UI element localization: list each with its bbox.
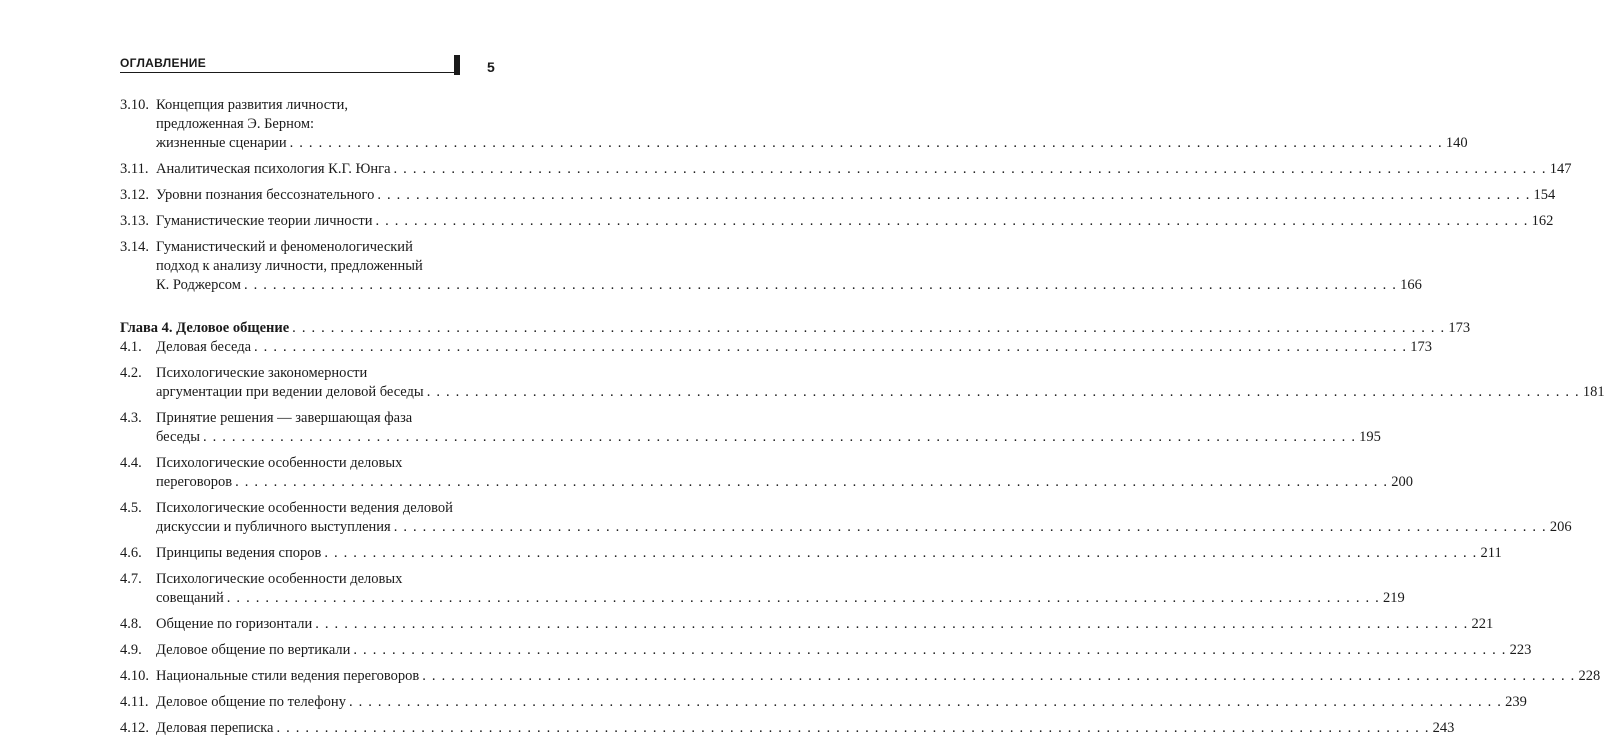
toc-entry-number: 4.10.	[120, 668, 149, 684]
toc-entry-title: жизненные сценарии	[156, 135, 287, 151]
chapter-title: Глава 4. Деловое общение	[120, 320, 290, 336]
toc-entry-body	[120, 499, 1572, 537]
toc-entry-leader-line	[156, 186, 1556, 205]
toc-entry-line: Психологические особенности деловых	[156, 571, 403, 587]
toc-entry-line: Принятие решения — завершающая фаза	[156, 410, 413, 426]
toc-entry-leader-line	[156, 276, 1422, 295]
toc-entry-leader-line	[156, 338, 1432, 357]
header-title: ОГЛАВЛЕНИЕ	[120, 56, 207, 70]
toc-entry-leader-line	[156, 615, 1494, 634]
toc-entry-body	[120, 454, 1413, 492]
toc-entry	[120, 544, 1502, 563]
toc-entry-page: 166	[1400, 277, 1422, 293]
toc-entry-page: 206	[1549, 519, 1572, 535]
toc-entry-page: 173	[1448, 320, 1471, 336]
toc-entry	[120, 570, 1405, 608]
toc-entry-body	[120, 544, 1502, 563]
toc-entry-number: 3.11.	[120, 161, 149, 177]
toc-entry	[120, 186, 1556, 205]
toc-entry-title: Деловая беседа	[156, 339, 252, 355]
toc-entry-title: Деловое общение по телефону	[156, 694, 346, 710]
toc-entry	[120, 160, 1572, 179]
toc-entry-leader-line	[156, 473, 1413, 492]
toc-entry-title: переговоров	[156, 474, 233, 490]
header-bar	[454, 55, 460, 75]
toc-entry-page: 243	[1432, 720, 1455, 736]
toc-entry-body	[120, 319, 1471, 338]
toc-entry	[120, 338, 1432, 357]
toc-entry	[120, 238, 1422, 295]
toc-entry-page: 211	[1480, 545, 1502, 561]
toc-entry-line: Психологические особенности деловых	[156, 455, 403, 471]
toc-entry-leader-line	[156, 544, 1502, 563]
toc-entry	[120, 693, 1527, 712]
page-number: 5	[487, 59, 495, 75]
toc-entry-page: 154	[1533, 187, 1556, 203]
dot-leader: . . . . . . . . . . . . . . . . . . . . . . . . . . . . . . . . . . . . . . . . . . . . . . . . . . . . . . . . . . . . . . . . . . . . . . . . . . . . . . . . . . . . . . . . . . . . . . . . . . . . . . . . . . . . . . . . . . . . . . . .	[393, 519, 1547, 535]
toc-entry-line: подход к анализу личности, предложенный	[156, 258, 423, 274]
toc-entry	[120, 615, 1494, 634]
toc-entry-leader-line	[156, 160, 1572, 179]
toc-entry-body	[120, 693, 1527, 712]
toc-entry-title: Деловая переписка	[156, 720, 274, 736]
toc-entry-title: Аналитическая психология К.Г. Юнга	[156, 161, 391, 177]
toc-entry-title: Общение по горизонтали	[156, 616, 313, 632]
toc-entry-page: 228	[1578, 668, 1601, 684]
toc-entry-number: 4.11.	[120, 694, 149, 710]
toc-entry-leader-line	[156, 641, 1532, 660]
toc-entry-leader-line	[156, 428, 1381, 447]
toc-entry-title: Гуманистические теории личности	[156, 213, 373, 229]
toc-entry	[120, 719, 1455, 738]
toc-entry-body	[120, 364, 1605, 402]
toc-entry-page: 239	[1505, 694, 1527, 710]
toc-entry-number: 4.3.	[120, 410, 142, 426]
toc-entry-leader-line	[156, 212, 1554, 231]
toc-entry-line: Гуманистический и феноменологический	[156, 239, 413, 255]
toc-entry	[120, 667, 1601, 686]
toc-entry	[120, 454, 1413, 492]
dot-leader: . . . . . . . . . . . . . . . . . . . . . . . . . . . . . . . . . . . . . . . . . . . . . . . . . . . . . . . . . . . . . . . . . . . . . . . . . . . . . . . . . . . . . . . . . . . . . . . . . . . . . . . . . . . . . . . . . . . . . . . .	[235, 474, 1389, 490]
toc-entry-title: Уровни познания бессознательного	[156, 187, 375, 203]
toc-entry-number: 3.13.	[120, 213, 149, 229]
toc-entry-page: 181	[1582, 384, 1605, 400]
toc-entry-title: беседы	[156, 429, 200, 445]
toc-entry-number: 3.12.	[120, 187, 149, 203]
toc-entry	[120, 499, 1572, 537]
toc-entry-body	[120, 160, 1572, 179]
dot-leader: . . . . . . . . . . . . . . . . . . . . . . . . . . . . . . . . . . . . . . . . . . . . . . . . . . . . . . . . . . . . . . . . . . . . . . . . . . . . . . . . . . . . . . . . . . . . . . . . . . . . . . . . . . . . . . . . . . . . . . . .	[377, 187, 1531, 203]
toc-entry	[120, 212, 1554, 231]
toc-entry-leader-line	[156, 667, 1601, 686]
toc-entry-leader-line	[120, 319, 1471, 338]
toc-entry-page: 221	[1471, 616, 1494, 632]
toc-entry-page: 173	[1410, 339, 1432, 355]
chapter-entry	[120, 319, 1471, 338]
toc-entry-number: 4.1.	[120, 339, 142, 355]
toc-entry-number: 4.8.	[120, 616, 142, 632]
running-header	[120, 55, 460, 75]
toc-entry	[120, 96, 1468, 153]
toc-entry-body	[120, 615, 1494, 634]
toc-entry-page: 195	[1359, 429, 1381, 445]
toc-entry-line: предложенная Э. Берном:	[156, 116, 315, 132]
toc-entry-leader-line	[156, 134, 1468, 153]
toc-entry	[120, 409, 1381, 447]
toc-entry-number: 3.14.	[120, 239, 149, 255]
dot-leader: . . . . . . . . . . . . . . . . . . . . . . . . . . . . . . . . . . . . . . . . . . . . . . . . . . . . . . . . . . . . . . . . . . . . . . . . . . . . . . . . . . . . . . . . . . . . . . . . . . . . . . . . . . . . . . . . . . . . . . . .	[315, 616, 1469, 632]
toc-entry-line: Концепция развития личности,	[156, 97, 348, 113]
toc-entry-body	[120, 212, 1554, 231]
toc-entry-page: 162	[1531, 213, 1554, 229]
toc-entry	[120, 364, 1605, 402]
dot-leader: . . . . . . . . . . . . . . . . . . . . . . . . . . . . . . . . . . . . . . . . . . . . . . . . . . . . . . . . . . . . . . . . . . . . . . . . . . . . . . . . . . . . . . . . . . . . . . . . . . . . . . . . . . . . . . . . . . . . . . . .	[289, 135, 1443, 151]
dot-leader: . . . . . . . . . . . . . . . . . . . . . . . . . . . . . . . . . . . . . . . . . . . . . . . . . . . . . . . . . . . . . . . . . . . . . . . . . . . . . . . . . . . . . . . . . . . . . . . . . . . . . . . . . . . . . . . . . . . . . . . .	[254, 339, 1408, 355]
dot-leader: . . . . . . . . . . . . . . . . . . . . . . . . . . . . . . . . . . . . . . . . . . . . . . . . . . . . . . . . . . . . . . . . . . . . . . . . . . . . . . . . . . . . . . . . . . . . . . . . . . . . . . . . . . . . . . . . . . . . . . . .	[324, 545, 1478, 561]
toc-entry-number: 4.7.	[120, 571, 142, 587]
toc-entry-body	[120, 338, 1432, 357]
toc-entry-leader-line	[156, 518, 1572, 537]
dot-leader: . . . . . . . . . . . . . . . . . . . . . . . . . . . . . . . . . . . . . . . . . . . . . . . . . . . . . . . . . . . . . . . . . . . . . . . . . . . . . . . . . . . . . . . . . . . . . . . . . . . . . . . . . . . . . . . . . . . . . . . .	[348, 694, 1503, 710]
toc-entry-body	[120, 238, 1422, 295]
toc-entry-title: Национальные стили ведения переговоров	[156, 668, 420, 684]
toc-entry-title: совещаний	[156, 590, 224, 606]
toc-entry-page: 147	[1549, 161, 1572, 177]
toc-entry-title: К. Роджерсом	[156, 277, 241, 293]
toc-entry-line: Психологические особенности ведения деловой	[156, 500, 453, 516]
toc-entry-number: 4.2.	[120, 365, 142, 381]
toc-entry-leader-line	[156, 719, 1455, 738]
toc-entry-number: 4.5.	[120, 500, 142, 516]
toc-entry-title: Принципы ведения споров	[156, 545, 322, 561]
dot-leader: . . . . . . . . . . . . . . . . . . . . . . . . . . . . . . . . . . . . . . . . . . . . . . . . . . . . . . . . . . . . . . . . . . . . . . . . . . . . . . . . . . . . . . . . . . . . . . . . . . . . . . . . . . . . . . . . . . . . . . . .	[202, 429, 1357, 445]
toc-entry-body	[120, 667, 1601, 686]
dot-leader: . . . . . . . . . . . . . . . . . . . . . . . . . . . . . . . . . . . . . . . . . . . . . . . . . . . . . . . . . . . . . . . . . . . . . . . . . . . . . . . . . . . . . . . . . . . . . . . . . . . . . . . . . . . . . . . . . . . . . . . .	[226, 590, 1380, 606]
dot-leader: . . . . . . . . . . . . . . . . . . . . . . . . . . . . . . . . . . . . . . . . . . . . . . . . . . . . . . . . . . . . . . . . . . . . . . . . . . . . . . . . . . . . . . . . . . . . . . . . . . . . . . . . . . . . . . . . . . . . . . . .	[292, 320, 1446, 336]
toc-entry-title: дискуссии и публичного выступления	[156, 519, 391, 535]
table-of-contents	[120, 96, 1605, 745]
toc-entry-body	[120, 570, 1405, 608]
toc-entry-number: 4.4.	[120, 455, 142, 471]
dot-leader: . . . . . . . . . . . . . . . . . . . . . . . . . . . . . . . . . . . . . . . . . . . . . . . . . . . . . . . . . . . . . . . . . . . . . . . . . . . . . . . . . . . . . . . . . . . . . . . . . . . . . . . . . . . . . . . . . . . . . . . .	[393, 161, 1547, 177]
toc-entry-body	[120, 719, 1455, 738]
toc-entry	[120, 641, 1532, 660]
dot-leader: . . . . . . . . . . . . . . . . . . . . . . . . . . . . . . . . . . . . . . . . . . . . . . . . . . . . . . . . . . . . . . . . . . . . . . . . . . . . . . . . . . . . . . . . . . . . . . . . . . . . . . . . . . . . . . . . . . . . . . . .	[375, 213, 1529, 229]
toc-entry-leader-line	[156, 589, 1405, 608]
toc-entry-page: 200	[1391, 474, 1413, 490]
toc-entry-page: 219	[1382, 590, 1405, 606]
toc-entry-title: аргументации при ведении деловой беседы	[156, 384, 424, 400]
toc-entry-page: 140	[1445, 135, 1468, 151]
toc-entry-body	[120, 409, 1381, 447]
toc-entry-leader-line	[156, 383, 1605, 402]
dot-leader: . . . . . . . . . . . . . . . . . . . . . . . . . . . . . . . . . . . . . . . . . . . . . . . . . . . . . . . . . . . . . . . . . . . . . . . . . . . . . . . . . . . . . . . . . . . . . . . . . . . . . . . . . . . . . . . . . . . . . . . .	[422, 668, 1576, 684]
dot-leader: . . . . . . . . . . . . . . . . . . . . . . . . . . . . . . . . . . . . . . . . . . . . . . . . . . . . . . . . . . . . . . . . . . . . . . . . . . . . . . . . . . . . . . . . . . . . . . . . . . . . . . . . . . . . . . . . . . . . . . . .	[353, 642, 1507, 658]
toc-entry-page: 223	[1509, 642, 1532, 658]
dot-leader: . . . . . . . . . . . . . . . . . . . . . . . . . . . . . . . . . . . . . . . . . . . . . . . . . . . . . . . . . . . . . . . . . . . . . . . . . . . . . . . . . . . . . . . . . . . . . . . . . . . . . . . . . . . . . . . . . . . . . . . .	[276, 720, 1430, 736]
toc-entry-line: Психологические закономерности	[156, 365, 368, 381]
toc-entry-number: 4.9.	[120, 642, 142, 658]
dot-leader: . . . . . . . . . . . . . . . . . . . . . . . . . . . . . . . . . . . . . . . . . . . . . . . . . . . . . . . . . . . . . . . . . . . . . . . . . . . . . . . . . . . . . . . . . . . . . . . . . . . . . . . . . . . . . . . . . . . . . . . .	[243, 277, 1398, 293]
toc-entry-number: 4.12.	[120, 720, 149, 736]
dot-leader: . . . . . . . . . . . . . . . . . . . . . . . . . . . . . . . . . . . . . . . . . . . . . . . . . . . . . . . . . . . . . . . . . . . . . . . . . . . . . . . . . . . . . . . . . . . . . . . . . . . . . . . . . . . . . . . . . . . . . . . .	[426, 384, 1580, 400]
toc-entry-number: 4.6.	[120, 545, 142, 561]
toc-entry-title: Деловое общение по вертикали	[156, 642, 351, 658]
toc-entry-body	[120, 186, 1556, 205]
toc-entry-number: 3.10.	[120, 97, 149, 113]
toc-entry-body	[120, 641, 1532, 660]
header-rule	[120, 72, 454, 73]
toc-entry-body	[120, 96, 1468, 153]
toc-entry-leader-line	[156, 693, 1527, 712]
